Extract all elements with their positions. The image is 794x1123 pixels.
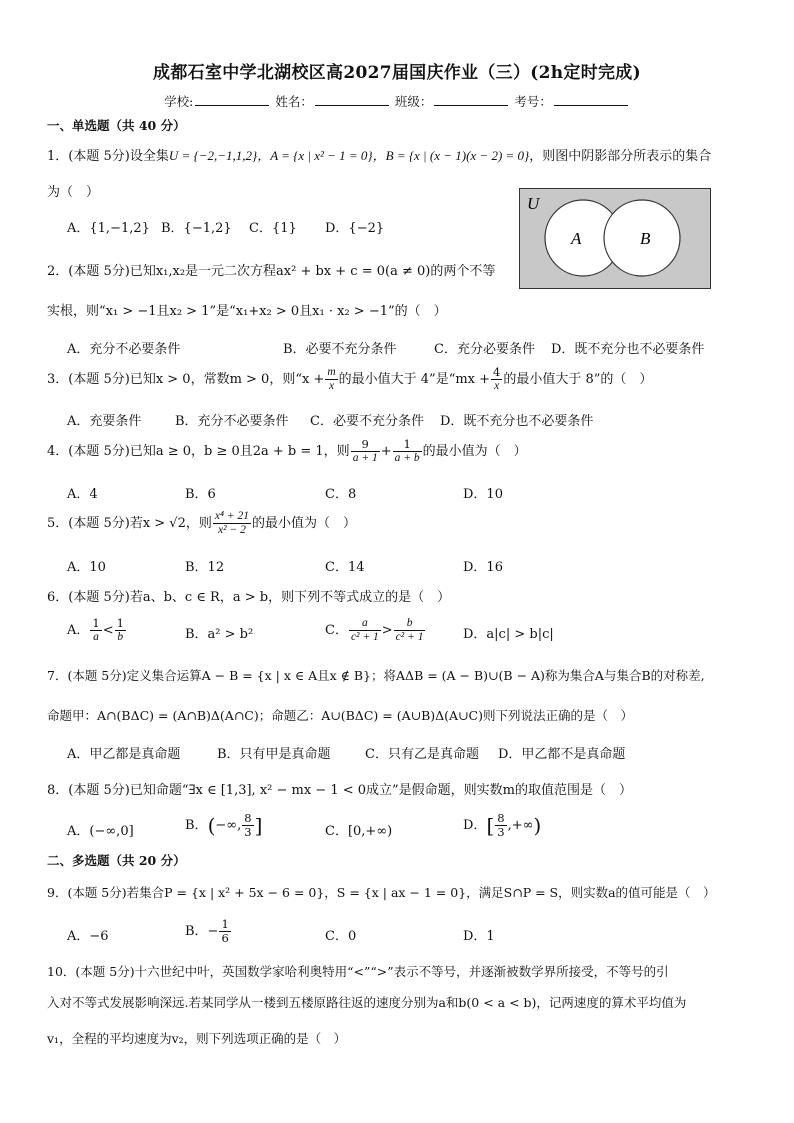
q3-frac2-den: x: [494, 380, 500, 392]
q3-fraction-m-over-x: [325, 366, 337, 393]
q4-line1: [47, 438, 527, 465]
q5-option-a: A．10: [67, 560, 106, 575]
q4-text-1: 4．(本题 5分)已知a ≥ 0，b ≥ 0且2a + b = 1，则: [47, 444, 350, 459]
q4-frac1-den: a + 1: [352, 452, 378, 464]
q6-a-lt: <: [102, 623, 114, 638]
q8-option-d-label: D．: [463, 818, 487, 833]
q8-b-frac-num: 8: [244, 811, 252, 825]
q6-a-frac1-den: a: [93, 631, 99, 643]
q5-frac-num: x⁴ + 21: [214, 510, 249, 522]
q8-d-frac-num: 8: [497, 811, 505, 825]
name-blank: [315, 93, 389, 106]
q6-a-frac2: [115, 617, 126, 644]
q10-line2: 入对不等式发展影响深远.若某同学从一楼到五楼原路往返的速度分别为a和b(0 < a < b)，记两速度的算术平均值为: [47, 995, 687, 1010]
q9-option-c: C．0: [325, 929, 357, 944]
q8-option-a: A．(−∞,0]: [67, 824, 134, 839]
class-label: 班级：: [394, 94, 433, 109]
q6-option-b: B．a² > b²: [185, 627, 254, 642]
q5-fraction: [213, 510, 251, 537]
q3-option-c: C．必要不充分条件: [310, 414, 424, 429]
q7-line1: 7．(本题 5分)定义集合运算A − B = {x | x ∈ A且x ∉ B}；将AΔB = (A − B)∪(B − A)称为集合A与集合B的对称差,: [47, 668, 705, 683]
q4-option-d: D．10: [463, 487, 503, 502]
q8-b-close-bracket: ]: [254, 813, 263, 838]
student-info-line: [0, 92, 794, 110]
q9-option-d: D．1: [463, 929, 495, 944]
class-blank: [434, 93, 508, 106]
q9-option-b: [185, 918, 232, 945]
q8-b-frac: [242, 812, 253, 839]
section-single-choice: 一、单选题（共 40 分）: [47, 118, 186, 133]
q4-frac1-num: 9: [351, 438, 380, 452]
q5-text-2: 的最小值为（ ）: [252, 516, 357, 531]
q6-option-a: [67, 617, 127, 644]
q5-line1: [47, 510, 356, 537]
q1-set-u: U = {−2,−1,1,2}: [168, 148, 258, 163]
q1-option-b: B．{−1,2}: [161, 221, 232, 236]
venn-label-a: A: [571, 229, 582, 248]
q8-option-d: [463, 812, 541, 839]
q8-b-pre: −∞,: [215, 818, 242, 833]
q8-b-frac-den: 3: [244, 825, 252, 839]
q4-fraction-2: [393, 438, 422, 465]
q4-frac2-den: a + b: [394, 452, 420, 464]
venn-label-u: U: [527, 194, 540, 213]
q2-line1: 2．(本题 5分)已知x₁,x₂是一元二次方程ax² + bx + c = 0(a ≠ 0)的两个不等: [47, 264, 496, 279]
q6-option-d: D．a|c| > b|c|: [463, 627, 554, 642]
q3-option-d: D．既不充分也不必要条件: [440, 414, 594, 429]
q3-text-3: 的最小值大于 8”的（ ）: [503, 372, 653, 387]
q5-frac-den: x² − 2: [218, 524, 246, 536]
q3-line1: [47, 366, 652, 393]
q6-c-frac2: [394, 617, 426, 644]
q3-option-b: B．充分不必要条件: [175, 414, 289, 429]
q9-line1: 9．(本题 5分)若集合P = {x | x² + 5x − 6 = 0}，S = {x | ax − 1 = 0}，满足S∩P = S，则实数a的值可能是（ ）: [47, 885, 716, 900]
q4-fraction-1: [351, 438, 380, 465]
q6-a-frac1-num: 1: [92, 616, 100, 630]
q7-option-c: C．只有乙是真命题: [365, 747, 479, 762]
q1-set-a: ，A = {x | x² − 1 = 0}: [257, 148, 373, 163]
q4-option-a: A．4: [67, 487, 98, 502]
q1-option-c: C．{1}: [249, 221, 297, 236]
q6-a-frac2-num: 1: [116, 616, 124, 630]
q10-line1: 10．(本题 5分)十六世纪中叶，英国数学家哈利奥特用“<”“>”表示不等号，并逐渐被数学界所接受，不等号的引: [47, 964, 669, 979]
venn-diagram: [519, 188, 711, 289]
q6-a-frac1: [90, 617, 101, 644]
q8-b-open-paren: (: [207, 813, 216, 838]
q4-option-c: C．8: [325, 487, 357, 502]
q1-text-b: ，则图中阴影部分所表示的集合: [529, 149, 712, 164]
q7-line2: 命题甲：A∩(BΔC) = (A∩B)Δ(A∩C)；命题乙：A∪(BΔC) = (A∪B)Δ(A∪C)则下列说法正确的是（ ）: [47, 708, 633, 723]
q1-option-a: A．{1,−1,2}: [67, 221, 150, 236]
q1-line1: [47, 145, 711, 164]
q3-text-1: 3．(本题 5分)已知x > 0，常数m > 0，则“x +: [47, 372, 325, 387]
q3-option-a: A．充要条件: [67, 414, 142, 429]
q8-d-open-bracket: [: [486, 813, 495, 838]
q1-line2: 为（ ）: [47, 185, 100, 200]
q1-option-d: D．{−2}: [325, 221, 385, 236]
q9-option-a: A．−6: [67, 929, 109, 944]
q8-d-post: ,+∞: [507, 818, 534, 833]
q4-text-2: 的最小值为（ ）: [422, 444, 527, 459]
q6-option-c-label: C．: [325, 623, 348, 638]
q4-frac2-num: 1: [393, 438, 422, 452]
q8-line1: 8．(本题 5分)已知命题“∃x ∈ [1,3], x² − mx − 1 < 0成立”是假命题，则实数m的取值范围是（ ）: [47, 783, 633, 798]
q3-frac2-num: 4: [493, 365, 501, 379]
name-label: 姓名：: [275, 94, 313, 109]
q6-c-frac1-num: a: [349, 617, 381, 631]
q8-d-frac: [495, 812, 506, 839]
id-blank: [554, 93, 628, 106]
q2-option-a: A．充分不必要条件: [67, 342, 181, 357]
q3-frac1-num: m: [327, 366, 336, 378]
q8-option-b-label: B．: [185, 818, 208, 833]
q6-option-a-label: A．: [67, 623, 90, 638]
q3-text-2: 的最小值大于 4”是“mx +: [338, 372, 491, 387]
q6-c-frac2-den: c² + 1: [395, 631, 424, 643]
q8-d-frac-den: 3: [497, 825, 505, 839]
q5-option-c: C．14: [325, 560, 365, 575]
q6-option-c: [325, 617, 426, 644]
q7-option-d: D．甲乙都不是真命题: [498, 747, 626, 762]
q8-option-b: [185, 812, 262, 839]
q6-c-gt: >: [381, 623, 393, 638]
q9-b-frac: [219, 918, 230, 945]
q2-line2: 实根，则“x₁ > −1且x₂ > 1”是“x₁+x₂ > 0且x₁ · x₂ > −1”的（ ）: [47, 304, 447, 319]
q6-c-frac1-den: c² + 1: [350, 631, 379, 643]
q7-option-a: A．甲乙都是真命题: [67, 747, 181, 762]
page-title: 成都石室中学北湖校区高2027届国庆作业（三）(2h定时完成): [153, 63, 641, 83]
q6-c-frac2-num: b: [394, 617, 426, 631]
q6-line1: 6．(本题 5分)若a、b、c ∈ R，a > b，则下列不等式成立的是（ ）: [47, 590, 451, 605]
q1-text-a: 1．(本题 5分)设全集: [47, 149, 169, 164]
q2-option-d: D．既不充分也不必要条件: [551, 342, 705, 357]
q7-option-b: B．只有甲是真命题: [217, 747, 331, 762]
q5-text-1: 5．(本题 5分)若x > √2，则: [47, 516, 212, 531]
school-blank: [195, 93, 269, 106]
q4-plus: +: [380, 444, 392, 459]
q10-line3: v₁，全程的平均速度为v₂，则下列选项正确的是（ ）: [47, 1031, 347, 1046]
q9-b-frac-den: 6: [221, 931, 229, 945]
q2-option-c: C．充分必要条件: [434, 342, 535, 357]
q4-option-b: B．6: [185, 487, 216, 502]
q5-option-d: D．16: [463, 560, 503, 575]
q9-b-frac-num: 1: [221, 917, 229, 931]
id-label: 考号：: [514, 94, 552, 109]
q8-option-c: C．[0,+∞): [325, 824, 393, 839]
q5-option-b: B．12: [185, 560, 225, 575]
q1-set-b: ，B = {x | (x − 1)(x − 2) = 0}: [372, 148, 530, 163]
school-label: 学校:: [164, 94, 194, 109]
q6-a-frac2-den: b: [117, 631, 124, 643]
section-multi-choice: 二、多选题（共 20 分）: [47, 853, 186, 868]
q8-d-close-paren: ): [533, 813, 542, 838]
q6-c-frac1: [349, 617, 381, 644]
q3-fraction-4-over-x: [491, 366, 502, 393]
q2-option-b: B．必要不充分条件: [283, 342, 397, 357]
q9-option-b-label: B．−: [185, 924, 219, 939]
venn-label-b: B: [640, 229, 651, 248]
q3-frac1-den: x: [328, 380, 335, 392]
